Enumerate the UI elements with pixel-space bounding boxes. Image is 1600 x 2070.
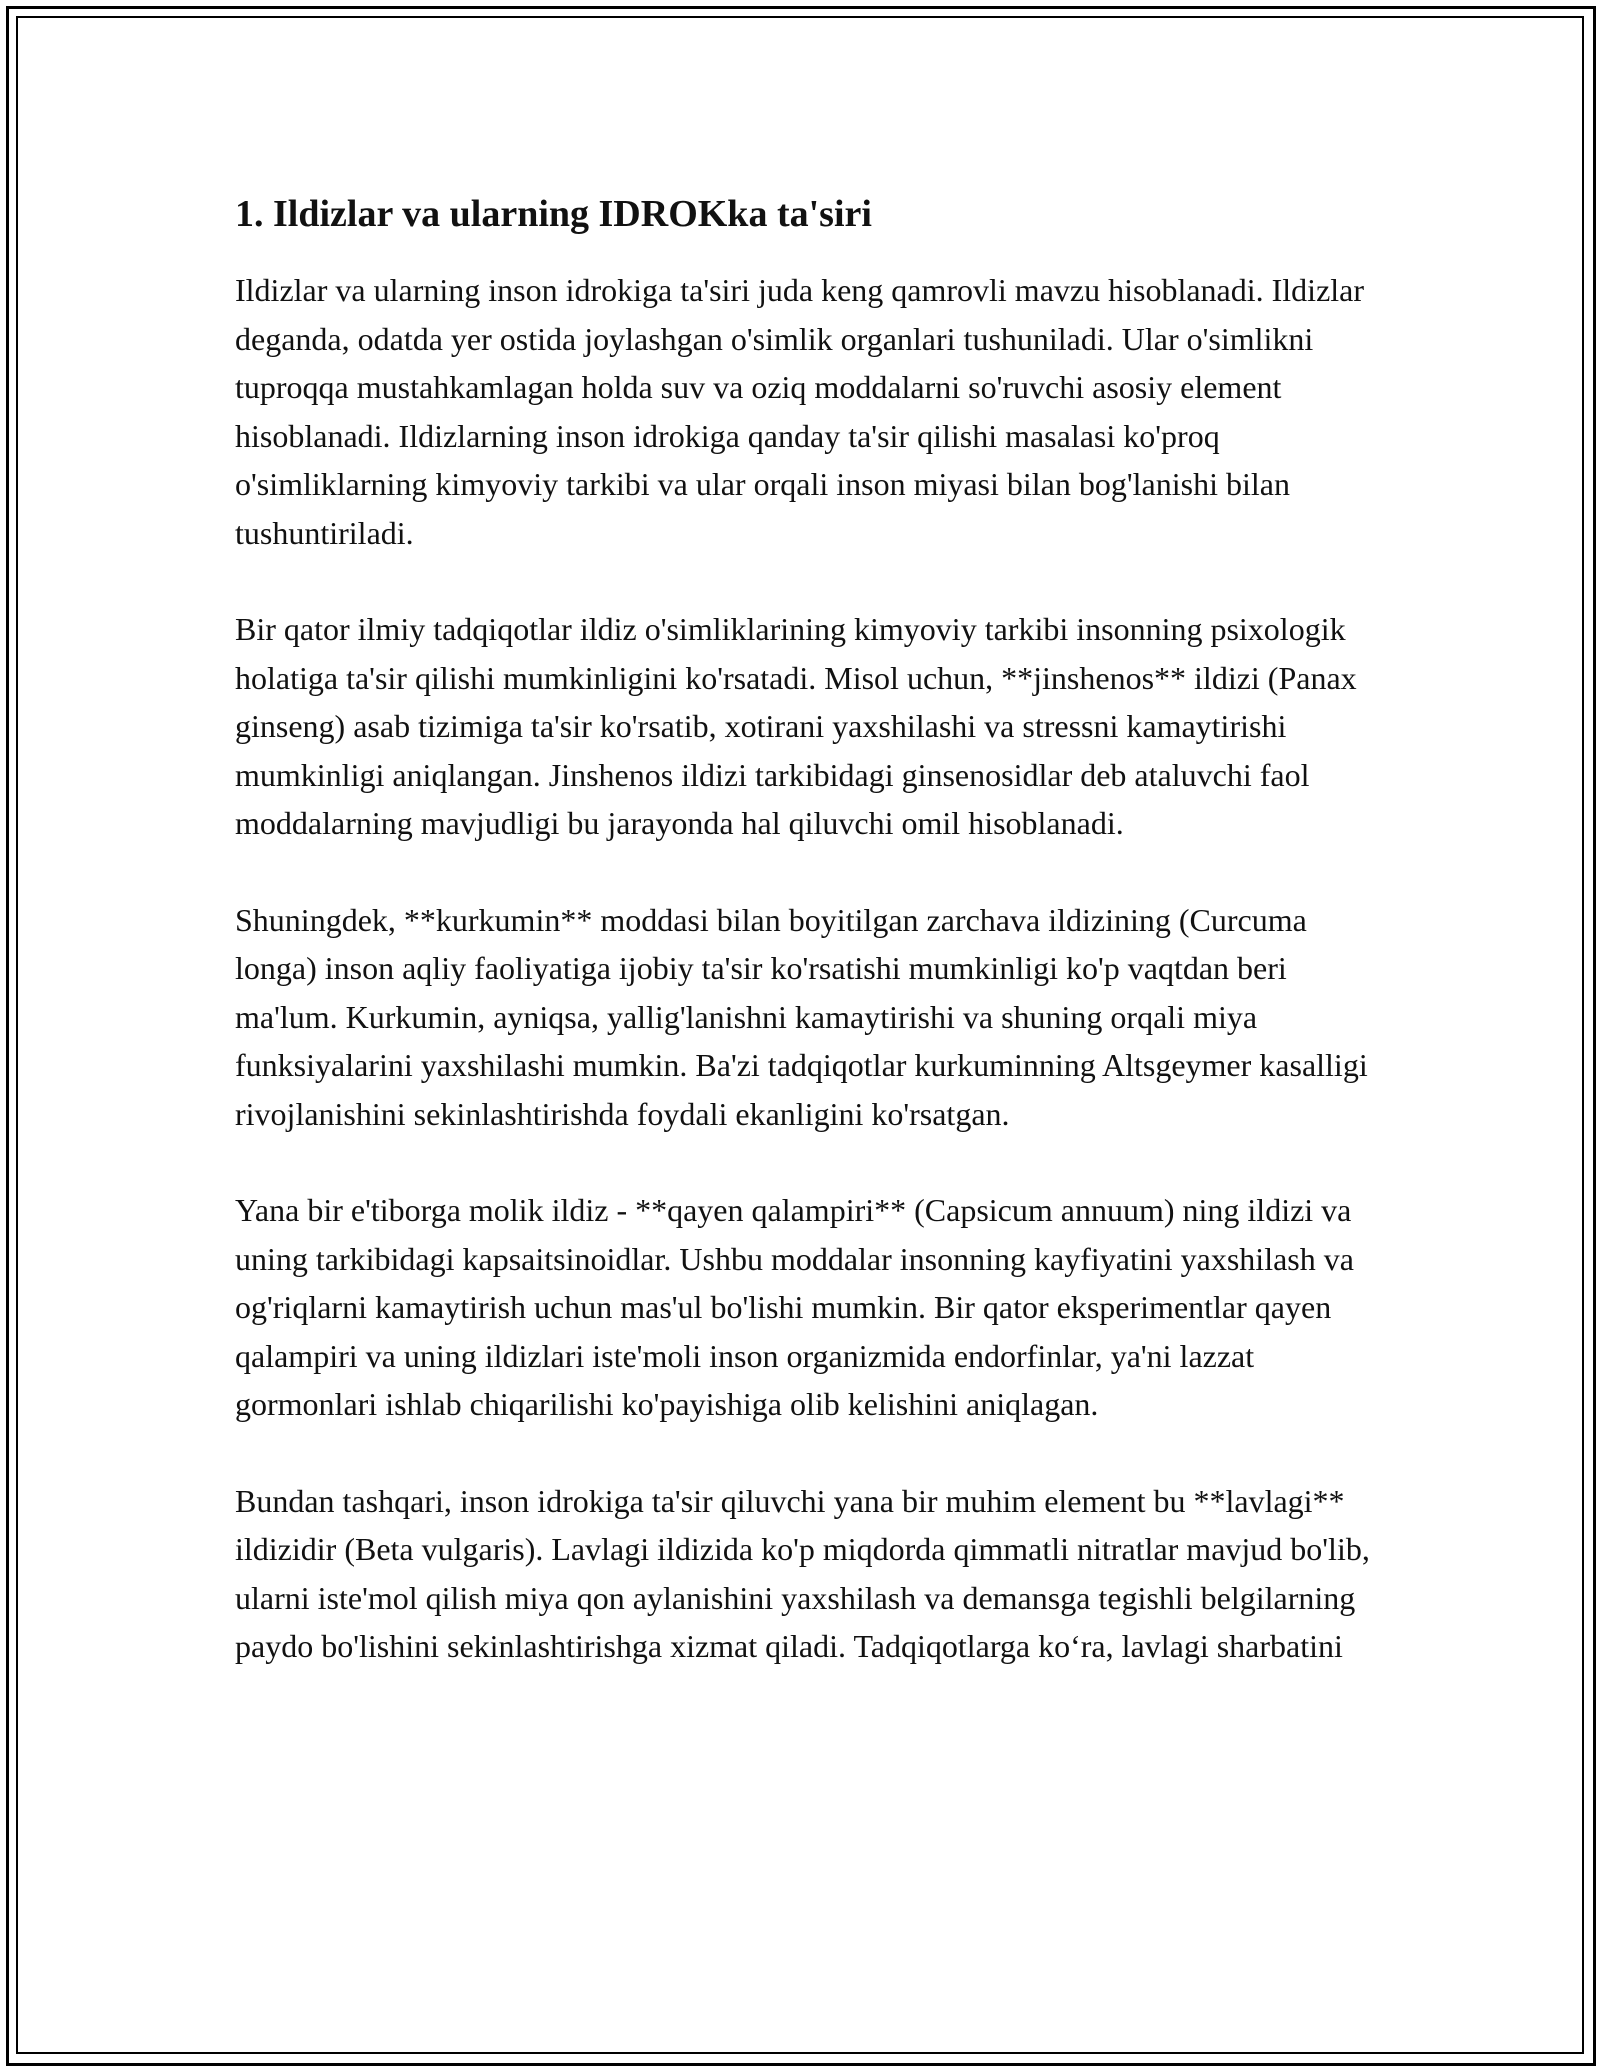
section-heading: 1. Ildizlar va ularning IDROKka ta'siri — [235, 193, 872, 235]
paragraph-beetroot: Bundan tashqari, inson idrokiga ta'sir qiluvchi yana bir muhim element bu **lavlagi** ildizidir (Beta vulgaris). Lavlagi ildizida ko'p miqdorda qimmatli nitratlar mavjud bo'lib, ularni iste'mol qilish miya qon aylanishini yaxshilash va demansga tegishli belgilarning paydo bo'lishini sekinlashtirishga xizmat qiladi. Tadqiqotlarga ko‘ra, lavlagi sharbatini — [235, 1482, 1370, 1664]
paragraph-capsicum: Yana bir e'tiborga molik ildiz - **qayen qalampiri** (Capsicum annuum) ning ildizi va uning tarkibidagi kapsaitsinoidlar. Ushbu moddalar insonning kayfiyatini yaxshilash va og'riqlarni kamaytirish uchun mas'ul bo'lishi mumkin. Bir qator eksperimentlar qayen qalampiri va uning ildizlari iste'moli inson organizmida endorfinlar, ya'ni lazzat gormonlari ishlab chiqarilishi ko'payishiga olib kelishini aniqlagan. — [235, 1192, 1354, 1422]
document-page — [235, 188, 1385, 1719]
paragraph-intro: Ildizlar va ularning inson idrokiga ta'siri juda keng qamrovli mavzu hisoblanadi. Ildizlar deganda, odatda yer ostida joylashgan o'simlik organlari tushuniladi. Ular o'simlikni tuproqqa mustahkamlagan holda suv va oziq moddalarni so'ruvchi asosiy element hisoblanadi. Ildizlarning inson idrokiga qanday ta'sir qilishi masalasi ko'proq o'simliklarning kimyoviy tarkibi va ular orqali inson miyasi bilan bog'lanishi bilan tushuntiriladi. — [235, 272, 1365, 551]
paragraph-curcumin: Shuningdek, **kurkumin** moddasi bilan boyitilgan zarchava ildizining (Curcuma longa) inson aqliy faoliyatiga ijobiy ta'sir ko'rsatishi mumkinligi ko'p vaqtdan beri ma'lum. Kurkumin, ayniqsa, yallig'lanishni kamaytirishi va shuning orqali miya funksiyalarini yaxshilashi mumkin. Ba'zi tadqiqotlar kurkuminning Altsgeymer kasalligi rivojlanishini sekinlashtirishda foydali ekanligini ko'rsatgan. — [235, 901, 1368, 1132]
paragraph-ginseng: Bir qator ilmiy tadqiqotlar ildiz o'simliklarining kimyoviy tarkibi insonning psixologik holatiga ta'sir qilishi mumkinligini ko'rsatadi. Misol uchun, **jinshenos** ildizi (Panax ginseng) asab tizimiga ta'sir ko'rsatib, xotirani yaxshilashi va stressni kamaytirishi mumkinligi aniqlangan. Jinshenos ildizi tarkibidagi ginsenosidlar deb ataluvchi faol moddalarning mavjudligi bu jarayonda hal qiluvchi omil hisoblanadi. — [235, 611, 1357, 841]
